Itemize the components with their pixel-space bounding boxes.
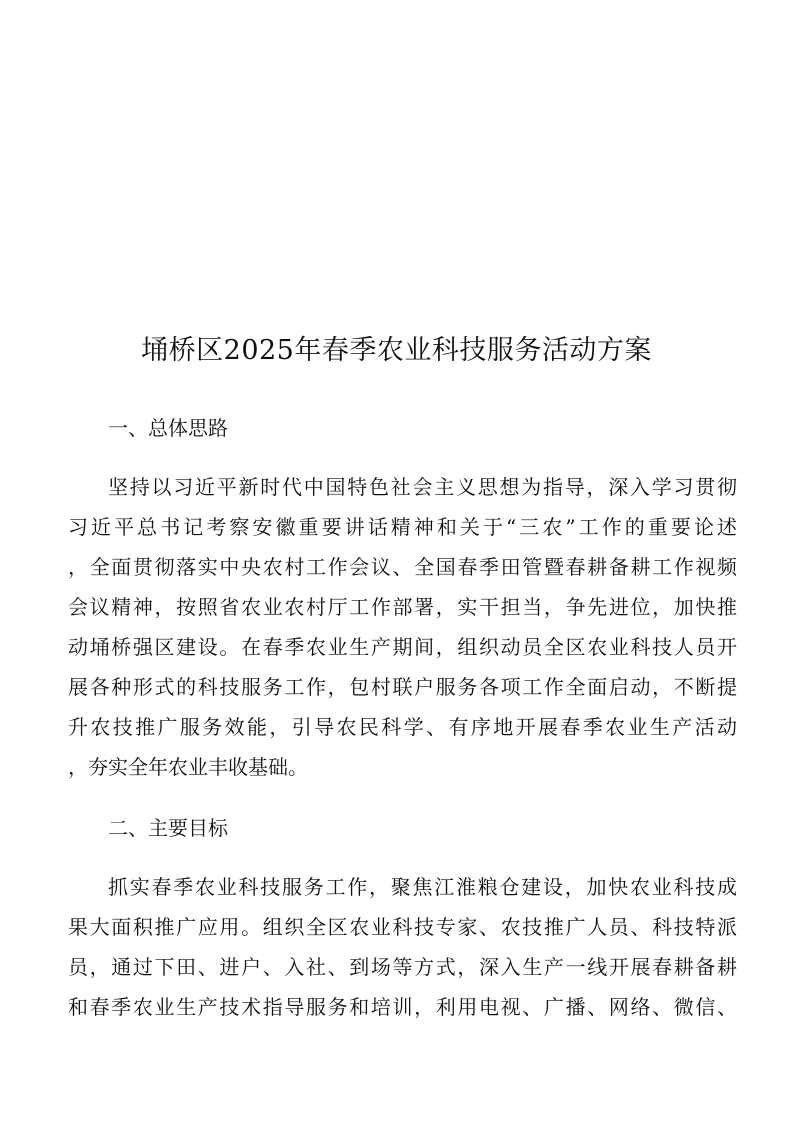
paragraph-line: 会议精神，按照省农业农村厅工作部署，实干担当，争先进位，加快推 bbox=[68, 595, 737, 619]
paragraph-line: ，全面贯彻落实中央农村工作会议、全国春季田管暨春耕备耕工作视频 bbox=[68, 555, 737, 579]
section-paragraph-overall-approach bbox=[68, 467, 737, 787]
paragraph-line: 动埇桥强区建设。在春季农业生产期间，组织动员全区农业科技人员开 bbox=[68, 635, 737, 659]
paragraph-line: 员，通过下田、进户、入社、到场等方式，深入生产一线开展春耕备耕 bbox=[68, 955, 737, 979]
paragraph-line: 抓实春季农业科技服务工作，聚焦江淮粮仓建设，加快农业科技成 bbox=[108, 875, 737, 899]
paragraph-line: 果大面积推广应用。组织全区农业科技专家、农技推广人员、科技特派 bbox=[68, 915, 737, 939]
paragraph-line: 展各种形式的科技服务工作，包村联户服务各项工作全面启动，不断提 bbox=[68, 675, 737, 699]
section-paragraph-main-goals bbox=[68, 867, 737, 1027]
paragraph-line: 坚持以习近平新时代中国特色社会主义思想为指导，深入学习贯彻 bbox=[108, 475, 737, 499]
paragraph-line: 升农技推广服务效能，引导农民科学、有序地开展春季农业生产活动 bbox=[68, 715, 737, 739]
section-heading-main-goals: 二、主要目标 bbox=[108, 816, 228, 840]
section-heading-overall-approach: 一、总体思路 bbox=[108, 416, 228, 440]
paragraph-line: 和春季农业生产技术指导服务和培训，利用电视、广播、网络、微信、 bbox=[68, 995, 737, 1019]
paragraph-line: ，夯实全年农业丰收基础。 bbox=[68, 755, 308, 779]
paragraph-line: 习近平总书记考察安徽重要讲话精神和关于“三农”工作的重要论述 bbox=[68, 515, 737, 539]
document-title: 埇桥区2025年春季农业科技服务活动方案 bbox=[141, 335, 652, 366]
